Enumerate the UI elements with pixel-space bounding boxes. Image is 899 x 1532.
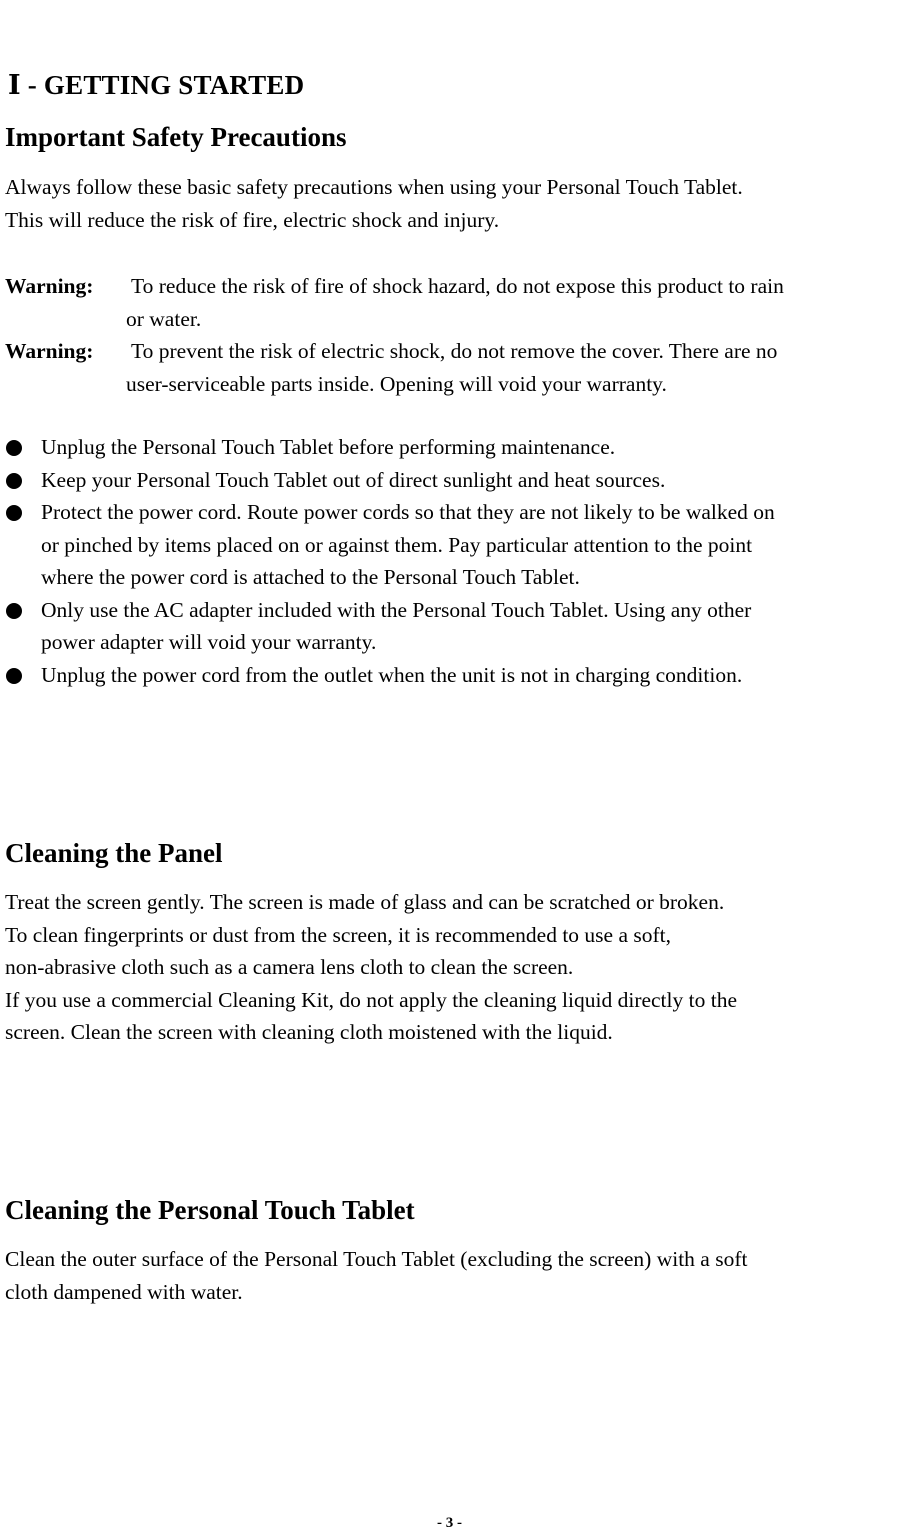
bullet-icon: [6, 505, 22, 521]
cleaning-tablet-heading: Cleaning the Personal Touch Tablet: [5, 1195, 415, 1225]
list-item-line: Only use the AC adapter included with the Personal Touch Tablet. Using any other: [41, 597, 752, 622]
list-item-line: Keep your Personal Touch Tablet out of direct sunlight and heat sources.: [41, 467, 666, 492]
cleaning-panel-line: Treat the screen gently. The screen is made of glass and can be scratched or broken.: [5, 890, 725, 914]
chapter-title: Ⅰ - GETTING STARTED: [8, 70, 305, 100]
bullet-icon: [6, 668, 22, 684]
bullet-icon: [6, 440, 22, 456]
warning-label: Warning:: [5, 274, 94, 298]
safety-intro: [5, 171, 895, 236]
warning-text-line: To reduce the risk of fire of shock hazard, do not expose this product to rain: [126, 274, 784, 298]
cleaning-tablet-text: [5, 1243, 895, 1308]
list-item: [5, 594, 895, 659]
list-item-line: where the power cord is attached to the Personal Touch Tablet.: [41, 565, 580, 589]
warning-text-line: or water.: [126, 306, 202, 331]
list-item: [5, 496, 895, 594]
page-number: - 3 -: [437, 1515, 462, 1531]
warning-text: [126, 270, 896, 335]
warning-label: Warning:: [5, 339, 94, 363]
list-item-line: or pinched by items placed on or against them. Pay particular attention to the point: [41, 532, 753, 557]
list-item-line: Unplug the power cord from the outlet when the unit is not in charging condition.: [41, 662, 743, 687]
warning-text-line: user-serviceable parts inside. Opening will void your warranty.: [126, 371, 667, 396]
cleaning-panel-line: screen. Clean the screen with cleaning cloth moistened with the liquid.: [5, 1020, 613, 1044]
cleaning-panel-heading: Cleaning the Panel: [5, 838, 223, 868]
cleaning-tablet-line: Clean the outer surface of the Personal Touch Tablet (excluding the screen) with a soft: [5, 1247, 748, 1271]
cleaning-panel-line: non-abrasive cloth such as a camera lens cloth to clean the screen.: [5, 955, 574, 979]
cleaning-panel-line: If you use a commercial Cleaning Kit, do not apply the cleaning liquid directly to the: [5, 987, 737, 1012]
bullet-icon: [6, 603, 22, 619]
safety-intro-line: Always follow these basic safety precautions when using your Personal Touch Tablet.: [5, 175, 743, 199]
cleaning-panel-line: To clean fingerprints or dust from the screen, it is recommended to use a soft,: [5, 922, 671, 947]
warning-text-line: To prevent the risk of electric shock, do not remove the cover. There are no: [126, 339, 778, 363]
list-item-line: power adapter will void your warranty.: [41, 630, 377, 654]
list-item: [5, 659, 895, 692]
safety-heading: Important Safety Precautions: [5, 122, 347, 152]
list-item-line: Unplug the Personal Touch Tablet before performing maintenance.: [41, 435, 616, 459]
list-item: [5, 464, 895, 497]
safety-intro-line: This will reduce the risk of fire, electric shock and injury.: [5, 207, 500, 232]
list-item-line: Protect the power cord. Route power cords so that they are not likely to be walked on: [41, 500, 775, 524]
list-item: [5, 431, 895, 464]
warning-text: [126, 335, 896, 400]
cleaning-tablet-line: cloth dampened with water.: [5, 1279, 243, 1304]
cleaning-panel-text: [5, 886, 895, 1049]
bullet-icon: [6, 473, 22, 489]
safety-bullet-list: [5, 431, 895, 691]
